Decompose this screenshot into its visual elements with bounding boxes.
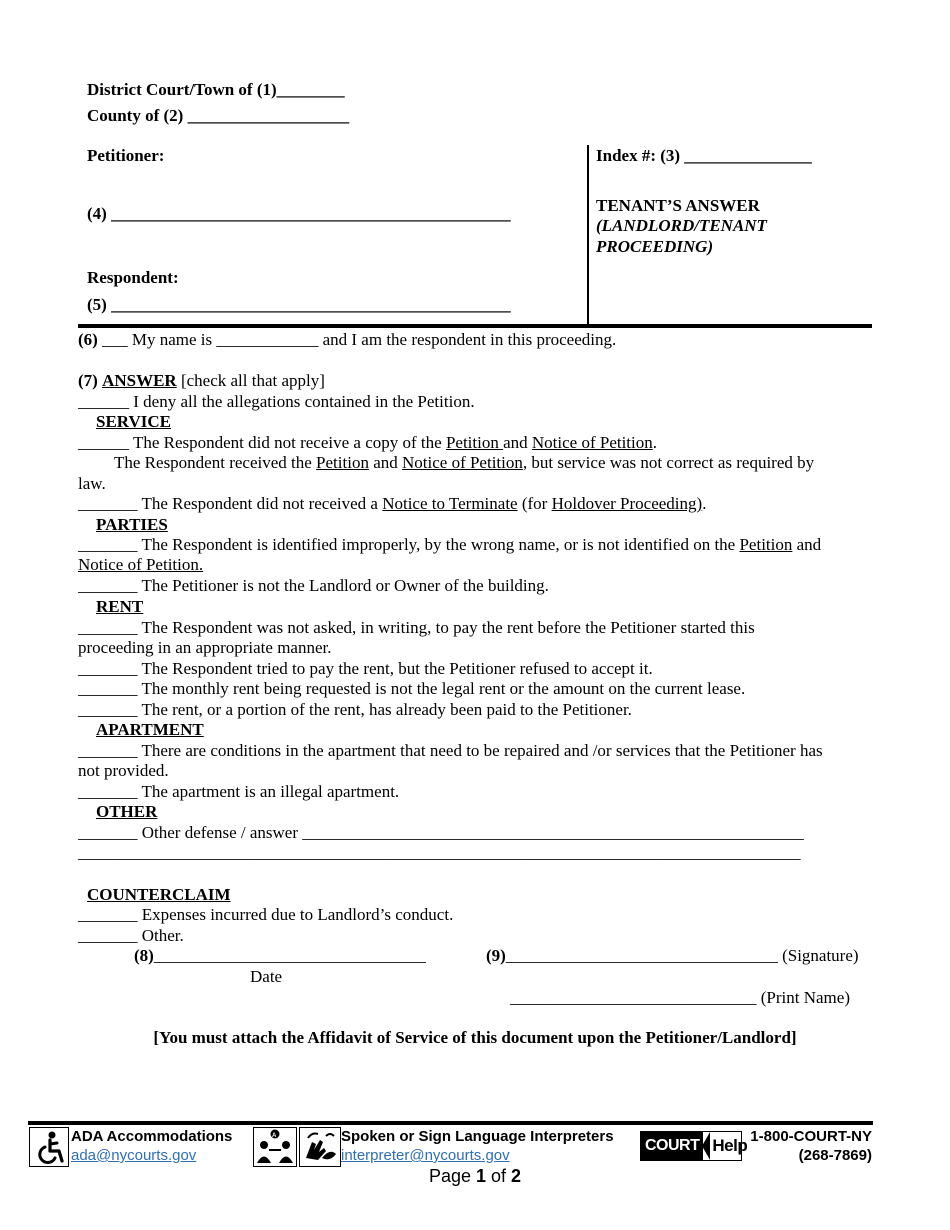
sign-language-icon (299, 1127, 341, 1167)
respondent-label: Respondent: (87, 268, 179, 287)
date-line: ________________________________ (153, 946, 426, 965)
apartment-option-1[interactable]: _______ There are conditions in the apartment that need to be repaired and /or services that the Petitioner has (78, 741, 823, 760)
parties-option-1-text: _______ The Respondent is identified improperly, by the wrong name, or is not identified on the (78, 535, 740, 554)
petition-term: Petition (445, 433, 504, 452)
rent-option-4[interactable]: _______ The rent, or a portion of the rent, has already been paid to the Petitioner. (78, 700, 632, 719)
service-option-1-text: ______ The Respondent did not receive a copy of the (78, 433, 446, 452)
court-field[interactable]: District Court/Town of (1)________ (87, 80, 345, 99)
document-title: TENANT’S ANSWER (596, 196, 760, 215)
and-text: and (792, 535, 822, 554)
print-name-field[interactable]: _____________________________ (Print Name) (510, 988, 850, 1007)
courthelp-arrow-icon (702, 1132, 710, 1160)
rent-option-1-continued: proceeding in an appropriate manner. (78, 638, 332, 657)
document-subtitle-1: (LANDLORD/TENANT (596, 216, 767, 235)
page-current: 1 (476, 1166, 487, 1186)
affidavit-notice: [You must attach the Affidavit of Service of this document upon the Petitioner/Landlord] (153, 1028, 797, 1047)
footer-rule (28, 1121, 873, 1125)
county-field[interactable]: County of (2) ___________________ (87, 106, 350, 125)
holdover-proceeding-term: Holdover Proceeding) (551, 494, 703, 513)
petition-term: Petition (316, 453, 369, 472)
respondent-field[interactable]: (5) _______________________________________________ (87, 295, 511, 314)
petitioner-field[interactable]: (4) _______________________________________________ (87, 204, 511, 223)
notice-of-petition-term: Notice of Petition. (78, 555, 204, 574)
item-number-8: (8) (134, 946, 154, 965)
and-text: and (368, 453, 402, 472)
answer-word: ANSWER (102, 371, 177, 390)
counterclaim-option-2[interactable]: _______ Other. (78, 926, 184, 945)
phone-digits: (268-7869) (798, 1147, 872, 1164)
deny-all-option[interactable]: ______ I deny all the allegations contained in the Petition. (78, 392, 475, 411)
ada-title: ADA Accommodations (71, 1128, 233, 1145)
service-option-2-text: The Respondent received the (114, 453, 317, 472)
accessibility-icon (29, 1127, 69, 1167)
notice-of-petition-term: Notice of Petition (402, 453, 523, 472)
petition-term: Petition (739, 535, 793, 554)
service-option-2[interactable] (114, 453, 814, 473)
document-subtitle-2: PROCEEDING) (596, 237, 714, 256)
apartment-option-2[interactable]: _______ The apartment is an illegal apartment. (78, 782, 400, 801)
interpreters-title: Spoken or Sign Language Interpreters (341, 1128, 614, 1145)
name-line-text: ___ My name is ____________ and I am the respondent in this proceeding. (97, 330, 617, 349)
rent-option-1[interactable]: _______ The Respondent was not asked, in writing, to pay the rent before the Petitioner started this (78, 618, 755, 637)
rent-option-3[interactable]: _______ The monthly rent being requested is not the legal rent or the amount on the current lease. (78, 679, 746, 698)
page-indicator (0, 1166, 950, 1187)
courthelp-logo (640, 1131, 748, 1161)
ada-email-link[interactable]: ada@nycourts.gov (71, 1147, 197, 1164)
service-option-3[interactable] (78, 494, 706, 514)
courthelp-court: COURT (641, 1132, 703, 1160)
item-number-6: (6) (78, 330, 98, 349)
signature-field[interactable] (486, 946, 859, 966)
page-of: of (486, 1166, 512, 1186)
period: . (652, 433, 658, 452)
spoken-language-icon (253, 1127, 297, 1167)
page-total: 2 (511, 1166, 522, 1186)
courthelp-help: Help (712, 1136, 748, 1155)
item-number-9: (9) (486, 946, 506, 965)
notice-to-terminate-term: Notice to Terminate (382, 494, 518, 513)
parties-option-2[interactable]: _______ The Petitioner is not the Landlord or Owner of the building. (78, 576, 549, 595)
and-text: and (503, 433, 532, 452)
name-line[interactable] (78, 330, 616, 350)
petitioner-label: Petitioner: (87, 146, 165, 165)
service-option-2-rest: , but service was not correct as required by (522, 453, 815, 472)
parties-heading: PARTIES (96, 515, 168, 534)
other-heading: OTHER (96, 802, 158, 821)
apartment-option-1-continued: not provided. (78, 761, 169, 780)
date-label: Date (250, 967, 283, 986)
answer-hint: [check all that apply] (176, 371, 325, 390)
svg-text:A: A (272, 1133, 277, 1139)
other-defense-field[interactable]: _______ Other defense / answer ___________________________________________________________ (78, 823, 804, 842)
date-field[interactable] (134, 946, 426, 966)
apartment-heading: APARTMENT (96, 720, 204, 739)
counterclaim-option-1[interactable]: _______ Expenses incurred due to Landlord’s conduct. (78, 905, 454, 924)
index-field[interactable]: Index #: (3) _______________ (596, 146, 812, 165)
item-number-7: (7) (78, 371, 98, 390)
page-word: Page (428, 1166, 476, 1186)
parties-option-1[interactable] (78, 535, 821, 555)
caption-divider (587, 145, 589, 325)
service-option-1[interactable] (78, 433, 657, 453)
rent-heading: RENT (96, 597, 144, 616)
counterclaim-heading: COUNTERCLAIM (87, 885, 231, 904)
service-option-3-text: _______ The Respondent did not received a (78, 494, 383, 513)
signature-line: ________________________________ (Signature) (505, 946, 859, 965)
other-defense-field-continued[interactable]: _____________________________________________________________________________________ (78, 843, 801, 862)
rent-option-2[interactable]: _______ The Respondent tried to pay the rent, but the Petitioner refused to accept it. (78, 659, 653, 678)
notice-of-petition-term: Notice of Petition (531, 433, 653, 452)
answer-heading (78, 371, 325, 391)
for-text: (for (517, 494, 552, 513)
interpreter-email-link[interactable]: interpreter@nycourts.gov (341, 1147, 510, 1164)
caption-rule (78, 324, 872, 328)
service-heading: SERVICE (96, 412, 171, 431)
phone-number: 1-800-COURT-NY (750, 1128, 872, 1145)
service-option-2-continued: law. (78, 474, 106, 493)
period: . (702, 494, 707, 513)
